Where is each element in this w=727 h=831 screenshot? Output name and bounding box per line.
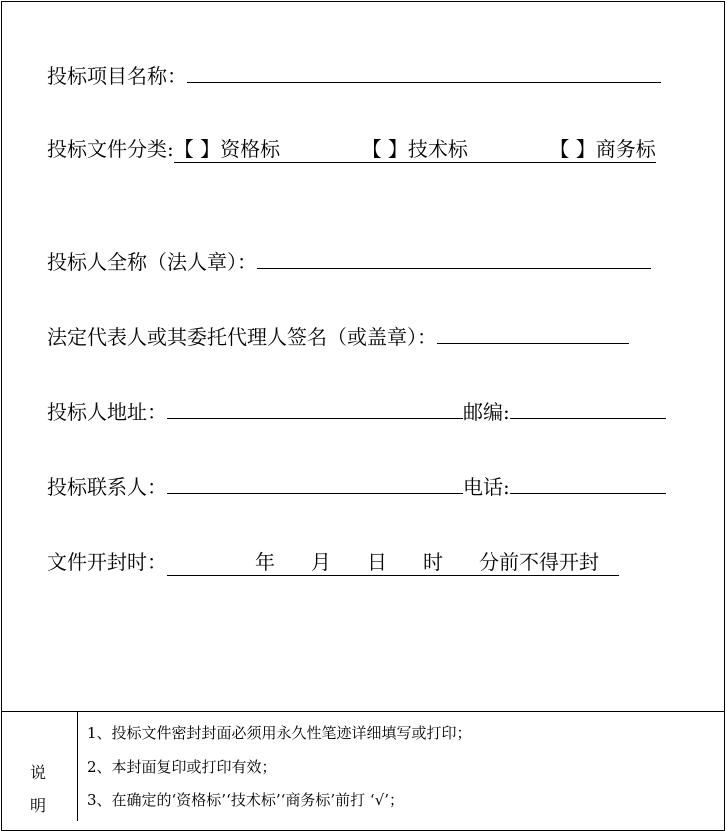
category-option-commercial[interactable] [549,133,655,162]
phone-label: 电话: [463,475,510,499]
category-label: 投标文件分类: [47,137,174,161]
notes-label-ming: 明 [30,796,47,815]
notes-column-divider [77,711,78,821]
open-time-field[interactable] [167,546,619,576]
checkbox-bracket[interactable]: 【 】 [173,137,221,161]
phone-field[interactable] [510,473,666,494]
category-option-label: 资格标 [220,137,281,161]
bidder-name-row [47,246,651,275]
contact-field[interactable] [167,473,463,494]
year-unit: 年 [255,550,275,574]
project-name-field[interactable] [187,62,661,83]
notes-label-shuo: 说 [30,763,47,782]
category-row [47,133,656,163]
notes-divider [1,711,725,712]
note-item: 2、本封面复印或打印有效； [87,758,277,776]
bidder-name-label: 投标人全称（法人章）： [47,250,257,274]
category-option-technical[interactable] [362,133,468,162]
bidder-name-field[interactable] [257,248,651,269]
open-time-label: 文件开封时： [47,550,167,574]
address-label: 投标人地址： [47,400,167,424]
open-time-row [47,546,619,576]
address-field[interactable] [167,398,463,419]
rep-signature-field[interactable] [437,323,629,344]
rep-signature-row [47,321,629,350]
project-name-row [47,60,661,89]
checkbox-bracket[interactable]: 【 】 [549,137,596,161]
postcode-field[interactable] [510,398,666,419]
checkbox-bracket[interactable]: 【 】 [361,137,408,161]
contact-label: 投标联系人： [47,475,167,499]
minute-unit: 分前不得开封 [479,550,599,574]
note-item: 3、在确定的‘资格标’‘技术标’‘商务标’前打 ‘√’； [87,791,405,809]
category-options [174,133,656,163]
contact-row [47,471,666,500]
postcode-label: 邮编: [463,400,510,424]
month-unit: 月 [311,550,331,574]
category-option-label: 商务标 [595,137,656,161]
note-item: 1、投标文件密封封面必须用永久性笔迹详细填写或打印； [87,724,472,742]
category-option-qualification[interactable] [174,133,280,162]
hour-unit: 时 [423,550,443,574]
rep-signature-label: 法定代表人或其委托代理人签名（或盖章）： [47,325,437,349]
category-option-label: 技术标 [407,137,468,161]
address-row [47,396,666,425]
project-name-label: 投标项目名称： [47,64,187,88]
day-unit: 日 [367,550,387,574]
